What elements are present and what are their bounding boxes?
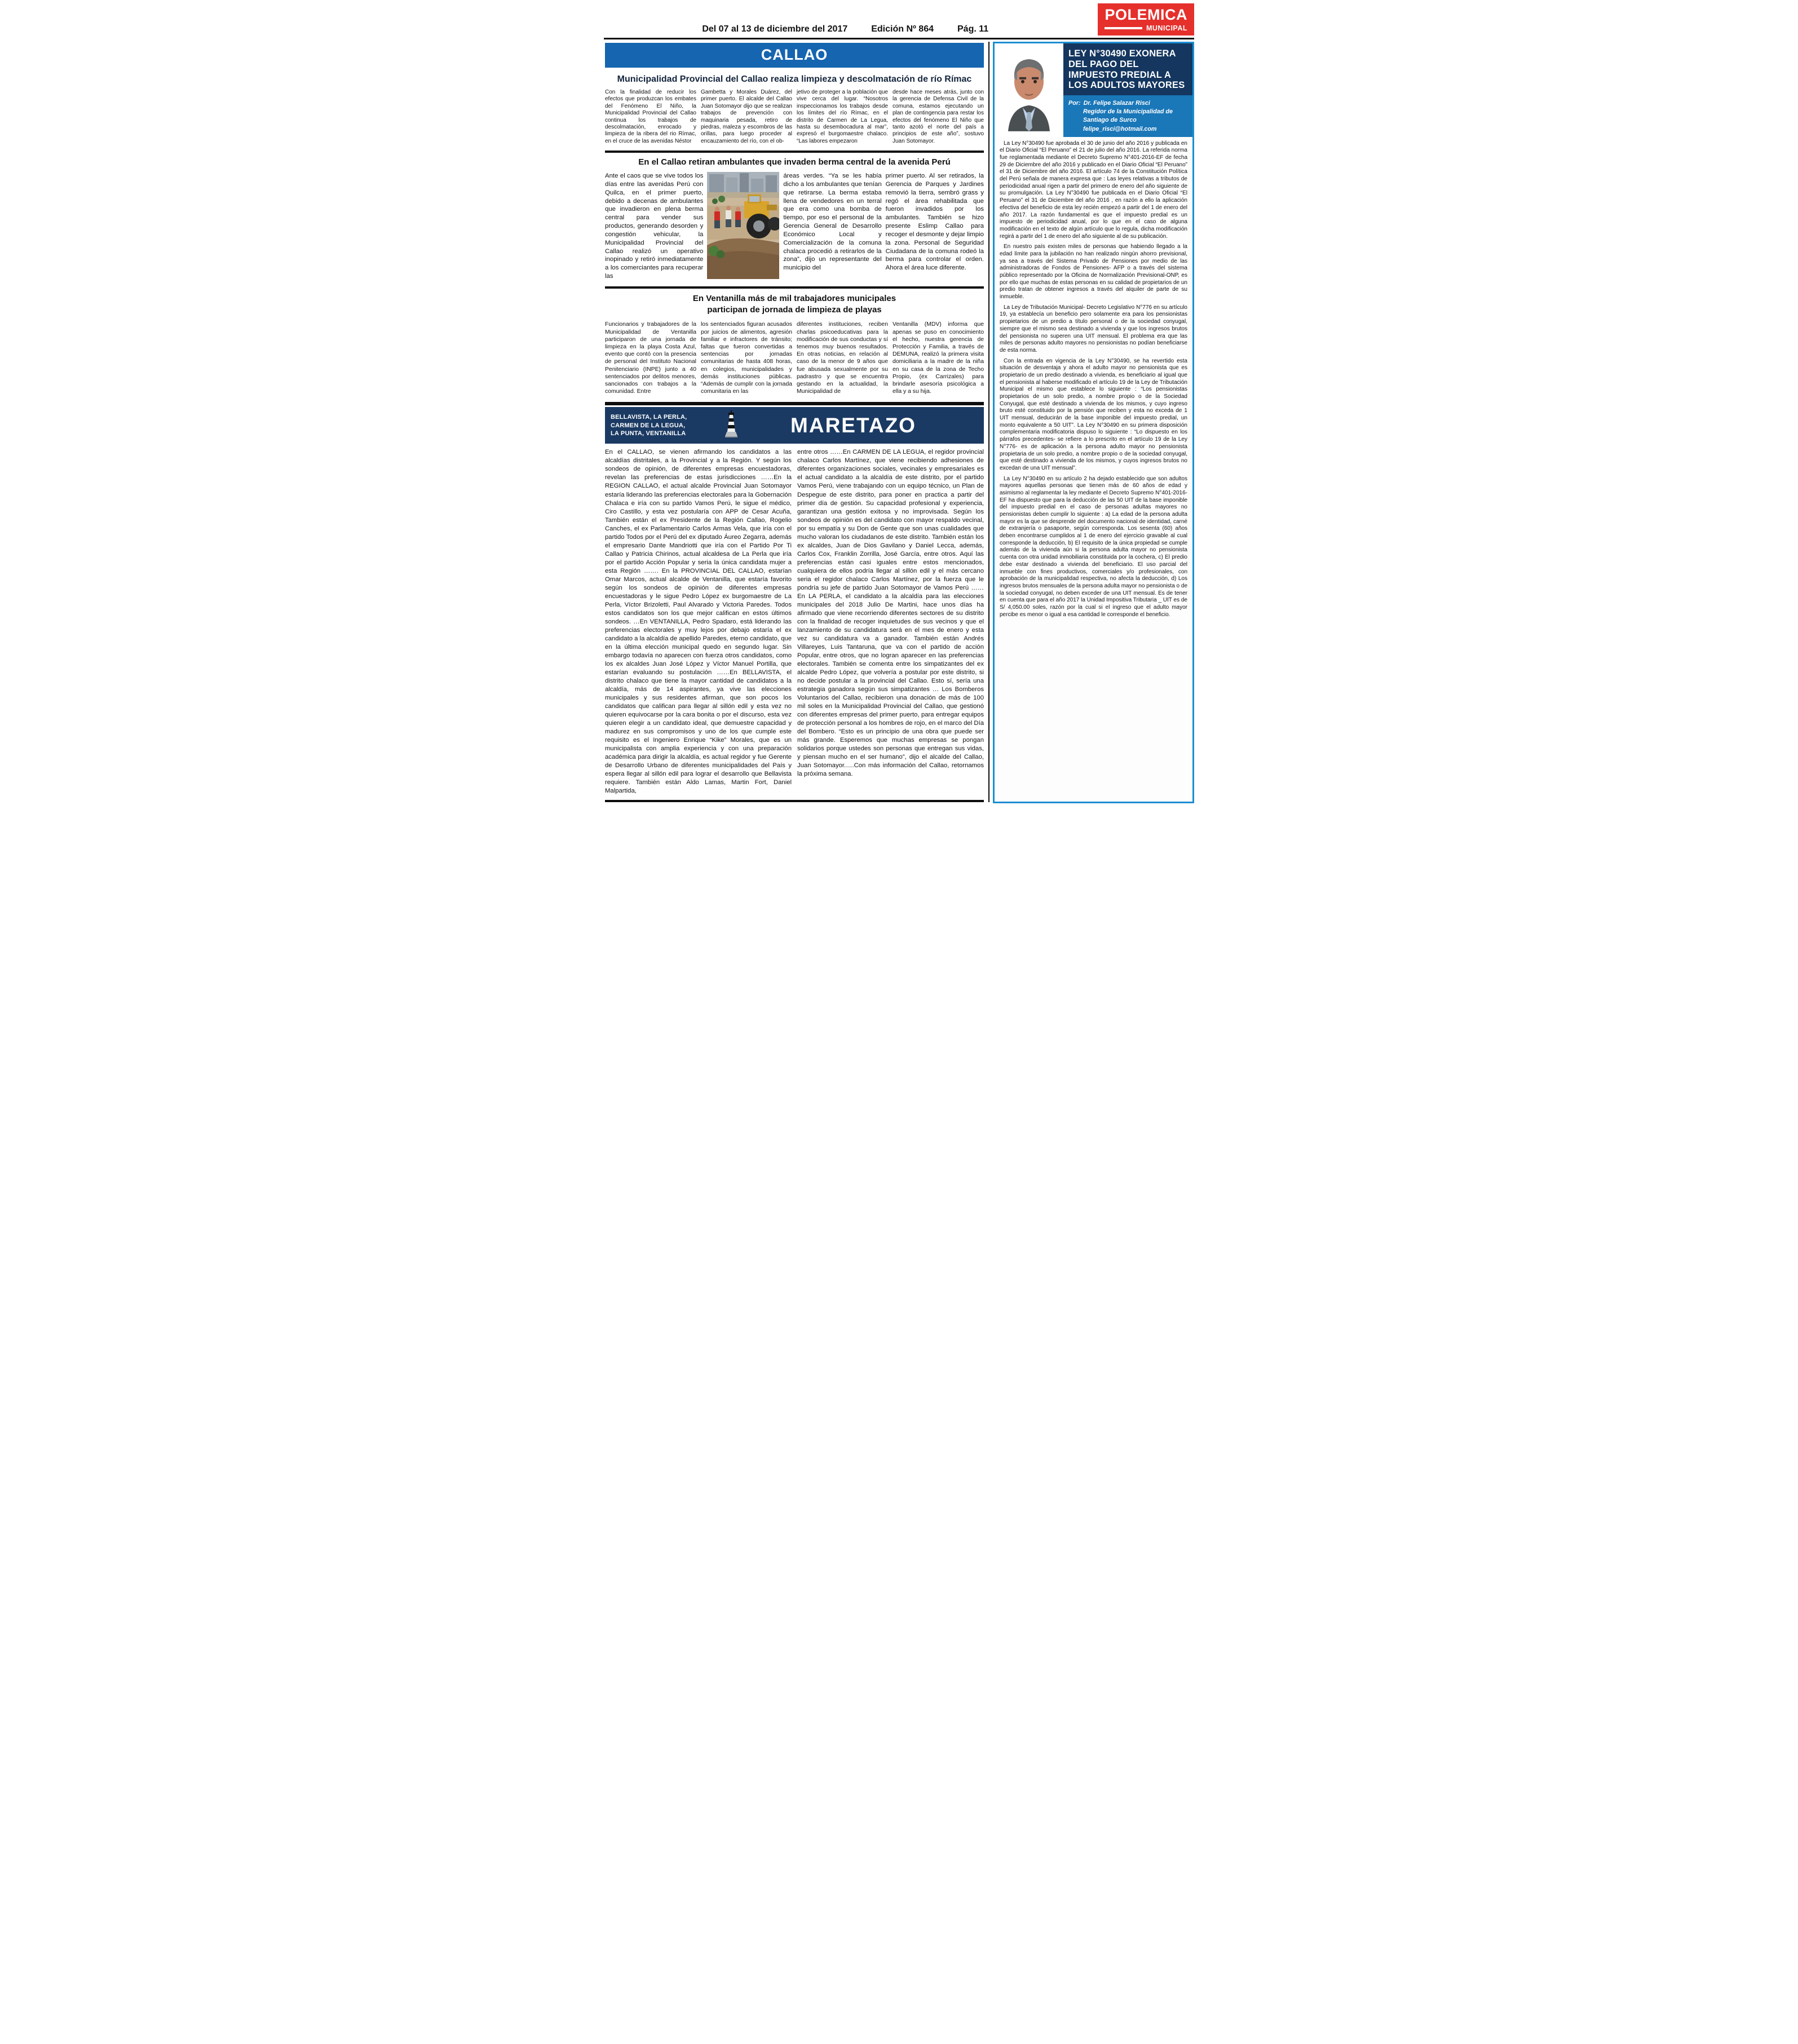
lighthouse-icon [723, 410, 740, 440]
ley-article-header [995, 43, 1192, 137]
section-banner-callao: CALLAO [605, 43, 984, 68]
author-role-line1: Regidor de la Municipalidad de [1083, 108, 1173, 116]
article1-headline: Municipalidad Provincial del Callao realiza limpieza y descolmatación de río Rímac [617, 74, 972, 84]
article3-col4: Ventanilla (MDV) informa que apenas se puso en conocimiento el hecho, nuestra gerencia de Protección y Familia, a través de DEMUNA, realizó la primera visita domiciliaria a la madre de la niña en su casa de la zona de Techo Propio, (ex Carrizales) para brindarle asesoría psicológica a ella y a su hija. [893, 321, 984, 395]
districts-line2: CARMEN DE LA LEGUA, [611, 422, 686, 429]
divider [605, 151, 984, 153]
logo-subtitle: MUNICIPAL [1146, 24, 1187, 32]
maretazo-section [604, 402, 985, 802]
ley-byline [1063, 95, 1192, 136]
districts-line3: LA PUNTA, VENTANILLA [611, 430, 686, 437]
ley-paragraph-4: Con la entrada en vigencia de la Ley N°30490, se ha revertido esta situación de desventaja y ahora el adulto mayor no pensionista que es propietario de un predio destinado a vivienda, es beneficiario al igual que el pensionista al haberse modificado el artículo 19 de la Ley de Tributación Municipal el mismo que establece lo siguiente : “Los pensionistas propietarios de un solo predio, a nombre propio o de la Sociedad Conyugal, que esté destinado a vivienda de los mismos, y cuyo ingreso bruto esté constituido por la pensión que reciben y esta no exceda de 1 UIT mensual, deducirán de la base imponible del impuesto predial, un monto equivalente a 50 UIT”. La Ley N°30490 en su primera disposición complementaria modificatoria dispuso lo siguiente : “Lo dispuesto en los párrafos precedentes- se refiere a lo prescrito en el artículo 19 de la Ley N°776- es de aplicación a la persona adulto mayor no pensionista propietaria de un solo predio, a nombre propio o de la sociedad conyugal, que esté destinado a vivienda de los mismos, y cuyos ingresos brutos no excedan de una UIT mensual”. [1000, 357, 1187, 471]
article2-col1: Ante el caos que se vive todos los días entre las avenidas Perú con Quilca, en el primer puerto, debido a decenas de ambulantes que invadieron en plena berma central para vender sus productos, generando desorden y congestión vehicular, la Municipalidad Provincial del Callao realizó un operativo inopinado y retiró inmediatamente a los comerciantes para recuperar las [605, 172, 704, 280]
page-number: Pág. 11 [957, 24, 989, 34]
maretazo-banner [605, 407, 984, 444]
article3-columns [604, 321, 985, 395]
author-portrait [995, 43, 1063, 137]
article1-columns [604, 89, 985, 145]
article2-photo [707, 172, 779, 279]
ley-headline: LEY N°30490 EXONERA DEL PAGO DEL IMPUESTO PREDIAL A LOS ADULTOS MAYORES [1063, 43, 1192, 95]
article3-col3: diferentes instituciones, reciben charlas psicoeducativas para la modificación de sus conductas y sí tenemos muy buenos resultados. En otras noticias, en relación al caso de la menor de 9 años que fue abusada sexualmente por su padrastro y que se encuentra gestando en la actualidad, la Municipalidad de [797, 321, 888, 395]
polemica-municipal-logo [1098, 3, 1194, 36]
masthead [604, 3, 1194, 39]
author-portrait-illustration [995, 43, 1063, 137]
article3-col1: Funcionarios y trabajadores de la Municipalidad de Ventanilla participaron de una jornada de limpieza en la playa Costa Azul, evento que contó con la presencia de personal del Instituto Nacional Penitenciario (INPE) junto a 40 sentenciados por delitos menores, sancionados con trabajos a la comunidad. Entre [605, 321, 696, 395]
ley-body [995, 137, 1192, 627]
maretazo-districts [611, 413, 709, 437]
article3-headline-line2: participan de jornada de limpieza de playas [707, 305, 882, 315]
divider [605, 286, 984, 289]
ley-header-right [1063, 43, 1192, 137]
districts-line1: BELLAVISTA, LA PERLA, [611, 414, 687, 421]
ley-paragraph-5: La Ley N°30490 en su artículo 2 ha dejado establecido que son adultos mayores aquellas personas que tienen más de 60 años de edad y asimismo al reglamentar la ley mediante el Decreto Supremo N°401-2016-EF ha dispuesto que para la deducción de las 50 UIT de la base imponible del impuesto predial en el caso de personas adultas mayores no pensionistas deben cumplir lo siguiente : a) La edad de la persona adulta mayor es la que se desprende del documento nacional de identidad, carné de extranjería o pasaporte, según corresponda. Los sesenta (60) años deben encontrarse cumplidos al 1 de enero del ejercicio gravable al cual corresponde la deducción, b) El requisito de la única propiedad se cumple además de la vivienda aún si la persona adulta mayor no pensionista cuenta con otra unidad inmobiliaria constituida por la cochera, c) El predio debe estar destinado a vivienda del beneficiario. El uso parcial del inmueble con fines productivos, comerciales y/o profesionales, con aprobación de la municipalidad respectiva, no afecta la deducción, d) Los ingresos brutos mensuales de la persona adulta mayor no pensionista o de la sociedad conyugal, no deben exceder de una UIT mensual. Es de tener en cuenta que para el año 2017 la Unidad Impositiva Tributaria _ UIT es de S/ 4,050.00 soles, razón por la cual si el ingreso que el adulto mayor percibe es menor o igual a esa cantidad le corresponde el beneficio. [1000, 475, 1187, 618]
left-region [604, 41, 985, 802]
ley-paragraph-2: En nuestro país existen miles de personas que habiendo llegado a la edad límite para la jubilación no han realizado ningún ahorro previsional, ya sea a través del Sistema Privado de Pensiones por medio de las administradoras de Fondos de Pensiones- AFP o a través del sistema público representado por la Oficina de Normalización Previsional-ONP, es por ello que muchas de estas personas en su calidad de propietarios de un predio tratan de obtener ingresos a través del alquiler de parte de su inmueble. [1000, 244, 1187, 300]
article2-headline: En el Callao retiran ambulantes que invaden berma central de la avenida Perú [638, 157, 951, 167]
logo-subtitle-row [1105, 24, 1187, 32]
street-operation-photo-illustration [707, 172, 779, 279]
article1-col2: Gambetta y Morales Duárez, del primer puerto. El alcalde del Callao Juan Sotomayor dijo que se realizan trabajos de prevención con maquinaria pesada, retiro de piedras, maleza y escombros de las orillas, para luego proceder al encauzamiento del río, con el ob- [701, 89, 792, 144]
article1-col4: desde hace meses atrás, junto con la gerencia de Defensa Civil de la comuna, estamos ejecutando un plan de contingencia para restar los efectos del fenómeno El Niño que tanto azotó el norte del país a principios de este año”, sostuvo Juan Sotomayor. [893, 89, 984, 144]
article3-headline [609, 293, 979, 316]
article2-col2: áreas verdes. “Ya se les había dicho a los ambulantes que tenían que retirarse. La berma estaba llena de vendedores en un terral que era como una bomba de tiempo, por eso el personal de la Gerencia General de Desarrollo Económico Local y Comercialización de la comuna chalaca procedió a retirarlos de la zona”, dijo un representante del municipio del [783, 172, 882, 272]
article2-col3: primer puerto. Al ser retirados, la Gerencia de Parques y Jardines removió la tierra, sembró grass y regó el área rehabilitada que fueron invadidos por los ambulantes. También se hizo presente Eslimp Callao para recoger el desmonte y dejar limpio la zona. Personal de Seguridad Ciudadana de la comuna rodeó la berma para controlar el orden. Ahora el área luce diferente. [885, 172, 984, 272]
article3-col2: los sentenciados figuran acusados por juicios de alimentos, agresión familiar e infractores de tránsito; faltas que fueron convertidas a sentencias por jornadas comunitarias de hasta 408 horas, en colegios, municipalidades y demás instituciones públicas. “Además de cumplir con la jornada comunitaria en las [701, 321, 792, 395]
divider [605, 402, 984, 405]
ley-paragraph-1: La Ley N°30490 fue aprobada el 30 de junio del año 2016 y publicada en el Diario Oficial “El Peruano” el 21 de julio del año 2016. La referida norma fue reglamentada mediante el Decreto Supremo N°401-2016-EF de fecha 29 de Diciembre del año 2016 y publicado en el Diario Oficial “El Peruano” el 31 de Diciembre del año 2016. El artículo 74 de la Constitución Política del Perú señala de manera expresa que : Las leyes relativas a tributos de periodicidad anual rigen a partir del primero de enero del año siguiente de su promulgación. La Ley N°30490 fue publicada en el Diario Oficial “El Peruano” el 31 de Diciembre del año 2016 , en razón a ello la aplicación efectiva del beneficio de esta ley recién empezó a partir del 1 de enero del año 2017. La razón fundamental es que el impuesto predial es un impuesto de periodicidad anual, por lo que en el caso de alguna modificación en el texto de algún artículo que lo regula, dicha modificación regirá a partir del 1 de enero del año siguiente al de su publicación. [1000, 140, 1187, 240]
maretazo-col2: entre otros ……En CARMEN DE LA LEGUA, el regidor provincial chalaco Carlos Martínez, que viene recibiendo adhesiones de diferentes organizaciones sociales, vecinales y empresariales es el actual candidato a la alcaldía de este distrito, por el partido Vamos Perú, viene trabajando con un equipo técnico, un Plan de Despegue de este distrito, para poner en practica a partir del primer día de gestión. Su capacidad profesional y experiencia, garantizan una gestión exitosa y no improvisada. Según los sondeos de opinión es del candidato con mayor respaldo vecinal, por su empatía y su Don de Gente que son unas cualidades que mucho valoran los ciudadanos de este distrito. También están los ex alcaldes, Juan de Dios Gavilano y Daniel Lecca, además, Carlos Cox, Franklin Zorrilla, José García, entre otros. Aquí las preferencias están casi iguales entre estos mencionados, cualquiera de ellos podría llegar al sillón edil y el más cercano seria el regidor chalaco Carlos Martínez, por la fuerza que le pondría su jefe de partido Juan Sotomayor de Vamos Perú …… En LA PERLA, el candidato a la alcaldía para las elecciones municipales del 2018 Julio De Martini, hace unos días ha afirmado que viene recorriendo diferentes sectores de su distrito con la finalidad de recoger inquietudes de sus vecinos y que el lanzamiento de su candidatura será en el mes de enero y esta vez su candidatura va a ganador. También están Andrés Villareyes, Luis Tantaruna, que va con el partido de acción Popular, entre otros, que no logran aparecer en las preferencias electorales. También se comenta entre los simpatizantes del ex alcalde Pedro López, que volvería a postular por este distrito, si no decide postular a la provincial del Callao. Esto sí, sería una estrategia ganadora según sus simpatizantes … Los Bomberos Voluntarios del Callao, recibieron una donación de más de 100 mil soles en la Municipalidad Provincial del Callao, que gestionó con diferentes empresas del primer puerto, para entregar equipos de protección personal a los hombres de rojo, en el marco del Día del Bombero. “Esto es un principio de una obra que puede ser más grande. Esperemos que muchas empresas se pongan solidarios porque ustedes son personas que entregan sus vidas, y piensan mucho en el ser humano”, dijo el alcalde del Callao, Juan Sotomayor.….Con más información del Callao, retornamos la próxima semana. [797, 449, 984, 778]
logo-title: POLEMICA [1105, 6, 1187, 23]
article1-col1: Con la finalidad de reducir los efectos que produzcan los embates del Fenómeno El Niño, la Municipalidad Provincial del Callao continua los trabajos de descolmatación, enrocado y limpieza de la ribera del rio Rímac, en el cruce de las avenidas Néstor [605, 89, 696, 144]
maretazo-columns [605, 448, 984, 802]
right-column [993, 41, 1194, 802]
masthead-texts [604, 24, 1086, 36]
newspaper-page [599, 0, 1199, 808]
date-range: Del 07 al 13 de diciembre del 2017 [702, 24, 848, 34]
vertical-divider [988, 42, 989, 802]
author-role-line2: Santiago de Surco [1083, 117, 1137, 124]
maretazo-title: MARETAZO [790, 414, 916, 437]
article3-headline-line1: En Ventanilla más de mil trabajadores municipales [692, 293, 896, 303]
maretazo-col1: En el CALLAO, se vienen afirmando los candidatos a las alcaldías distritales, a la Provincial y a la Región. Y según los sondeos de opinión, de diferentes empresas encuestadoras, revelan las preferencias de estas jurisdicciones ……En la REGION CALLAO, el actual alcalde Provincial Juan Sotomayor estaría liderando las preferencias electorales para la Gobernación Chalaca e iría con su partido Vamos Perú, le sigue el médico, Ciro Castillo, y esta vez postularía con APP de Cesar Acuña, También están el ex Presidente de la Región Callao, Rogelio Canches, el ex Parlamentario Carlos Armas Vela, que iría con el partido Todos por el Perú del ex diputado Áureo Zegarra, además el empresario Dante Mandriotti que iría con el Partido Por Ti Callao y Patricia Chirinos, actual alcaldesa de La Perla que iría por el partido Acción Popular y seria la única candidata mujer a esta Región ……. En la PROVINCIAL DEL CALLAO, estarían Omar Marcos, actual alcalde de Ventanilla, que estaría favorito según los sondeos de opinión de diferentes empresas encuestadoras y le sigue Pedro López ex burgomaestre de La Perla, Víctor Brizoletti, Paul Alvarado y Victoria Paredes. Todos estos candidatos son los que mejor califican en estos últimos sondeos. …En VENTANILLA, Pedro Spadaro, está liderando las preferencias electorales y muy lejos por debajo estaría el ex candidato a la alcaldía de apellido Paredes, eterno candidato, que en la última elección municipal quedo en segundo lugar. Sin embargo todavía no aparecen con fuerza otros candidatos, como los ex alcaldes Juan José López y Víctor Manuel Portilla, que estarían evaluando su postulación ……En BELLAVISTA, el distrito chalaco que tiene la mayor cantidad de candidatos a la alcaldía, más de 14 aspirantes, ya vive las elecciones municipales y sus residentes afirman, que son pocos los candidatos que califican para llegar al sillón edil y esta vez no quieren equivocarse por la cara bonita o por el discurso, esta vez quieren elegir a un candidato ideal, que demuestre capacidad y madurez en sus compromisos y uno de los que cumple este requisito es el Ingeniero Enrique “Kike” Morales, que es un municipalista con amplia experiencia y con una preparación académica para dirigir la alcaldía, es actual regidor y fue Gerente de Desarrollo Urbano de diferentes municipalidades del País y espera llegar al sillón edil para lograr el desarrollo que Bellavista requiere. También están Aldo Lamas, Martin Fort, Daniel Malpartida, [605, 449, 792, 795]
byline-prefix: Por: [1068, 100, 1081, 107]
ley-article-box [993, 42, 1194, 803]
logo-rule [1105, 27, 1142, 29]
article2-columns [604, 172, 985, 281]
edition-number: Edición Nº 864 [871, 24, 934, 34]
article1-col3: jetivo de proteger a la población que vive cerca del lugar. “Nosotros inspeccionamos los trabajos desde los límites del río Rímac, en el distrito de Carmen de La Legua, hasta su desembocadura al mar”, expresó el burgomaestre chalaco. “Las labores empezaron [797, 89, 888, 144]
author-name: Dr. Felipe Salazar Risci [1083, 100, 1150, 107]
author-email: felipe_risci@hotmail.com [1083, 125, 1157, 132]
ley-paragraph-3: La Ley de Tributación Municipal- Decreto Legislativo N°776 en su artículo 19, ya establecía un beneficio pero solamente era para los pensionistas propietarios de un predio a título personal o de la sociedad conyugal, siempre que el mismo sea destinado a vivienda y que los ingresos brutos del pensionista no superen una UIT mensual. El problema era que las miles de personas adulto mayores no pensionistas no podían beneficiarse de esta norma. [1000, 304, 1187, 353]
